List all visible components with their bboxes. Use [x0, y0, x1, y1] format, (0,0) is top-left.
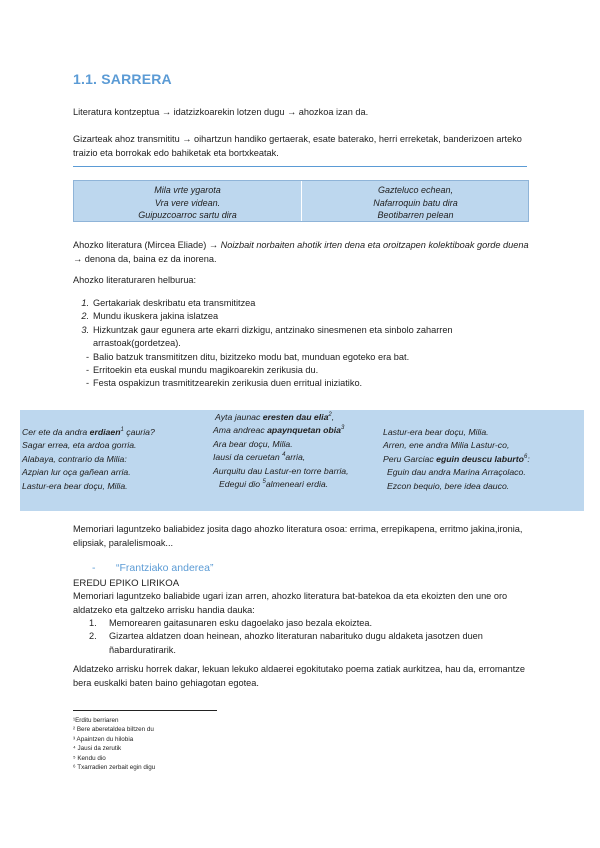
quote-line: Nafarroquin batu dira	[373, 197, 458, 208]
list-item	[73, 324, 533, 351]
section-divider	[73, 166, 527, 167]
list-item-text: Hizkuntzak gaur egunera arte ekarri dizkigu, antzinako sinesmenen eta sinbolo zaharren arrastoak(gordetzea).	[93, 324, 453, 349]
list-marker: 2.	[89, 631, 97, 642]
list-item	[73, 364, 533, 377]
quote-line: Gazteluco echean,	[377, 185, 454, 195]
poem-line: Eguin dau andra Marina Arraçolaco.	[387, 467, 526, 478]
footnote-separator	[73, 710, 217, 711]
footnote: ⁶ Txarradien zerbait egin digu	[73, 764, 156, 772]
list-marker: -	[85, 365, 89, 376]
paragraph-concept: Literatura kontzeptua → idatzizkoarekin lotzen dugu → ahozkoa izan da.	[73, 107, 369, 117]
list-marker: -	[85, 351, 89, 362]
footnote: ³ Apaintzen du hilobia	[73, 735, 134, 743]
paragraph-goals-intro: Ahozko literaturaren helburua:	[73, 275, 197, 285]
poem-line: Lastur-era bear doçu, Milia.	[22, 480, 128, 491]
poem-line: Alabaya, contrario da Milia:	[22, 453, 127, 464]
paragraph-spontaneity: Memoriari laguntzeko baliabide ugari izan arren, ahozko literatura bat-batekoa da eta ekoizten den une oro aldatzeko eta galtzeko arrisku handia dauka:	[73, 591, 508, 615]
definition-suffix: → denona da, baina ez da inorena.	[73, 253, 217, 264]
footnote: ⁴ Jausi da zerutik	[73, 745, 122, 753]
list-item	[73, 351, 533, 364]
poem-column-1	[22, 426, 155, 493]
list-marker: 1.	[81, 298, 89, 308]
paragraph-oral-transmission: Gizarteak ahoz transmititu → oihartzun handiko gertaerak, esate baterako, herri erreketak, banderizoen arteko traizio eta borrokak edo bahiketak eta bortxkeatak.	[73, 134, 522, 158]
poem-table	[20, 410, 584, 511]
subsection-text: “Frantziako anderea”	[116, 562, 214, 574]
footnote: ¹Erditu berriaren	[73, 717, 119, 724]
list-item	[73, 310, 533, 323]
poem-line: Cer ete da andra erdiaen$^1$ çauria?	[22, 427, 155, 437]
definition-prefix: Ahozko literatura (Mircea Eliade) →	[73, 240, 221, 250]
poem-line: Iausi da ceruetan $^4$arria,	[213, 452, 306, 463]
subsection-dash: -	[92, 562, 96, 574]
list-marker: -	[85, 378, 89, 389]
paragraph-definition	[73, 239, 533, 266]
list-item	[73, 297, 533, 310]
risk-list	[73, 617, 533, 657]
list-item	[73, 377, 533, 390]
quote-line: Vra vere videan.	[154, 197, 221, 208]
poem-line: Azpian lur oça gañean arria.	[22, 467, 131, 478]
list-item	[73, 617, 533, 630]
list-marker: 1.	[89, 618, 97, 628]
paragraph-variants: Aldatzeko arrisku horrek dakar, lekuan lekuko aldaerei egokitutako poema zatiak aurkitzea, hau da, erromantze bera euskalki baten baino gehiagotan egotea.	[73, 664, 525, 688]
definition-quote: Noizbait norbaiten ahotik irten dena eta oroitzapen kolektiboak gorde duena	[220, 240, 529, 250]
list-item	[73, 630, 533, 657]
list-marker: 3.	[81, 324, 89, 335]
list-item-text: Gizartea aldatzen doan heinean, ahozko literaturan nabarituko dugu aldaketa jasotzen duen ñabarduratirarik.	[109, 631, 483, 655]
quote-line: Mila vrte ygarota	[154, 185, 221, 195]
paragraph-memory-devices: Memoriari laguntzeko baliabidez josita dago ahozko literatura osoa: errima, errepikapena, erritmo jakina,ironia, elipsiak, paralelismoak...	[73, 524, 523, 548]
poem-line: Ayta jaunac eresten dau elia$^2$,	[215, 412, 335, 422]
quote-table-left-column	[74, 184, 301, 222]
list-item-text: Festa ospakizun trasmititzearekin zerikusia duen erritual iniziatiko.	[93, 378, 363, 389]
footnotes	[73, 716, 155, 772]
list-item-text: Gertakariak deskribatu eta transmititzea	[93, 298, 256, 308]
list-item-text: Mundu ikuskera jakina islatzea	[93, 311, 219, 322]
quote-line: Guipuzcoarroc sartu dira	[138, 210, 237, 221]
list-item-text: Memorearen gaitasunaren esku dagoelako jaso bezala ekoiztea.	[109, 618, 373, 628]
goals-list	[73, 297, 533, 391]
list-marker: 2.	[81, 311, 89, 322]
poem-column-2	[213, 411, 349, 491]
poem-line: Sagar errea, eta ardoa gorria.	[22, 440, 137, 451]
quote-table	[73, 180, 529, 222]
list-item-text: Erritoekin eta euskal mundu magikoarekin zerikusia du.	[93, 365, 319, 376]
poem-line: Edegui dio $^5$almeneari erdia.	[219, 479, 329, 490]
poem-line: Peru Garciac eguin deuscu laburto$^6$:	[383, 453, 530, 464]
footnote: ⁵ Kendu dio	[73, 754, 106, 762]
section-heading: 1.1. SARRERA	[73, 71, 172, 87]
eredu-heading: EREDU EPIKO LIRIKOA	[73, 578, 180, 589]
list-item-text: Balio batzuk transmititzen ditu, bizitzeko modu bat, munduan egoteko era bat.	[93, 351, 410, 362]
poem-column-3	[383, 426, 530, 493]
poem-line: Ama andreac apaynquetan obia$^3$	[213, 425, 345, 436]
poem-line: Arren, ene andra Milia Lastur-co,	[383, 440, 510, 451]
poem-line: Lastur-era bear doçu, Milia.	[383, 427, 489, 437]
poem-line: Ara bear doçu, Milia.	[213, 438, 293, 449]
quote-line: Beotibarren pelean	[377, 210, 454, 221]
quote-table-right-column	[302, 184, 529, 222]
poem-line: Ezcon bequio, bere idea dauco.	[387, 480, 510, 491]
footnote: ² Bere aberetaldea biltzen du	[73, 726, 154, 734]
poem-line: Aurquitu dau Lastur-en torre barria,	[213, 465, 349, 476]
